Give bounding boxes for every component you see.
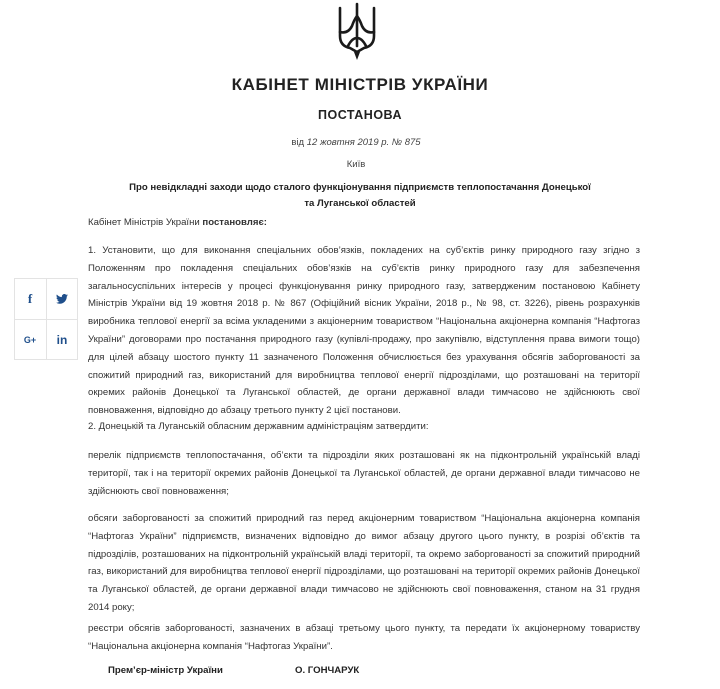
googleplus-share-button[interactable] (15, 320, 45, 360)
org-title: КАБІНЕТ МІНІСТРІВ УКРАЇНИ (231, 75, 489, 94)
document-heading (120, 180, 600, 212)
signature-position: Прем’єр-міністр України (108, 665, 223, 676)
intro-paragraph (88, 214, 640, 232)
intro-text: Кабінет Міністрів України (88, 217, 203, 228)
facebook-icon: f (27, 291, 33, 306)
facebook-share-button[interactable] (15, 279, 45, 319)
heading-line-2: та Луганської областей (304, 198, 416, 209)
signature-name: О. ГОНЧАРУК (295, 665, 360, 676)
googleplus-icon: G+ (23, 335, 37, 345)
paragraph-2-item-1: перелік підприємств теплопостачання, об’єкти та підрозділи яких розташовані як на підконтрольній українській владі території, так і на території окремих районів Донецької та Луганської областей, де органи державної влади тимчасово не здійснюють свої повноваження; (88, 450, 640, 497)
linkedin-share-button[interactable] (47, 320, 77, 360)
paragraph-2-item-2: обсяги заборгованості за спожитий природний газ перед акціонерним товариством “Національна акціонерна компанія “Нафтогаз України” підприємств, визначених відповідно до вимог абзацу другого цього пункту, в розрізі об’єктів та підрозділів, розташованих на підконтрольній українській владі території, та окремо заборгованості за спожитий природний газ, використаний для виробництва теплової енергії підрозділами, що розташовані на території окремих районів Донецької та Луганської областей, де органи державної влади тимчасово не здійснюють свої повноваження, станом на 31 грудня 2014 року; (88, 513, 640, 613)
linkedin-icon: in (56, 333, 68, 347)
document-date (0, 137, 712, 148)
paragraph-2-item-3: реєстри обсягів заборгованості, зазначених в абзаці третьому цього пункту, та передати їх акціонерному товариству “Національна акціонерна компанія “Нафтогаз України”. (88, 623, 640, 652)
intro-bold: постановляє: (202, 217, 267, 228)
document-type: ПОСТАНОВА (318, 108, 402, 122)
heading-line-1: Про невідкладні заходи щодо сталого функціонування підприємств теплопостачання Донецької (129, 182, 591, 193)
trident-icon (334, 2, 380, 62)
paragraph-2: 2. Донецькій та Луганській обласним державним адміністраціям затвердити: (88, 421, 429, 432)
twitter-share-button[interactable] (47, 279, 77, 319)
document-city: Київ (346, 159, 366, 170)
date-value: 12 жовтня 2019 р. № 875 (306, 137, 421, 148)
share-panel (14, 278, 78, 360)
date-prefix: від (291, 137, 305, 148)
paragraph-1: 1. Установити, що для виконання спеціальних обов’язків, покладених на суб’єктів ринку природного газу згідно з Положенням про покладення спеціальних обов’язків на суб’єктів ринку природного газу для забезпечення загальносуспільних інтересів у процесі функціонування ринку природного газу, затвердженим постановою Кабінету Міністрів України від 19 жовтня 2018 р. № 867 (Офіційний вісник України, 2018 р., № 98, ст. 3226), рівень розрахунків виробника теплової енергії за всіма укладеними з акціонерним товариством “Національна акціонерна компанія “Нафтогаз України” договорами про постачання природного газу (купівлі-продажу, про закупівлю, відступлення права вимоги тощо) для цілей абзацу шостого пункту 11 зазначеного Положення обчислюється без урахування обсягів заборгованості за спожитий природний газ, використаний для виробництва теплової енергії підрозділами, що розташовані на території окремих районів Донецької та Луганської областей, де органи державної влади тимчасово не здійснюють свої повноваження, відповідно до абзацу третього пункту 2 цієї постанови. (88, 245, 640, 417)
twitter-icon (56, 294, 68, 304)
